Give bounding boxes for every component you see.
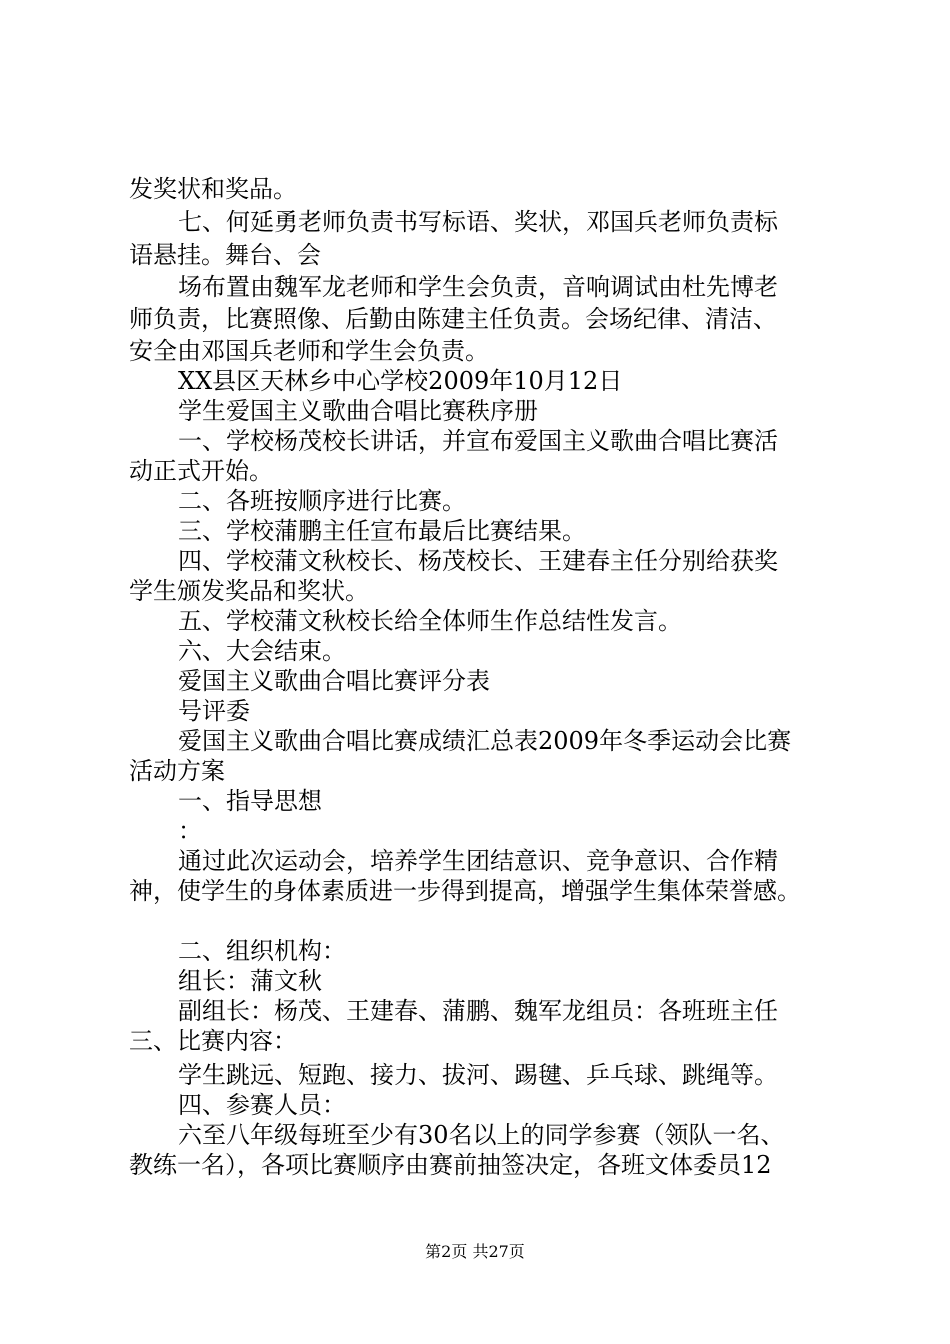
text-line: 语悬挂。舞台、会	[129, 241, 321, 269]
text-line: 二、各班按顺序进行比赛。	[178, 487, 466, 515]
text-line: 爱国主义歌曲合唱比赛成绩汇总表2009年冬季运动会比赛	[178, 727, 792, 755]
text-line: 四、学校蒲文秋校长、杨茂校长、王建春主任分别给获奖	[178, 547, 778, 575]
text-line: 场布置由魏军龙老师和学生会负责，音响调试由杜先博老	[178, 273, 778, 301]
text-line: 活动方案	[129, 757, 225, 785]
text-line: 学生跳远、短跑、接力、拔河、踢毽、乒乓球、跳绳等。	[178, 1061, 778, 1089]
text-line: 六至八年级每班至少有30名以上的同学参赛（领队一名、	[178, 1121, 785, 1149]
text-line: 六、大会结束。	[178, 637, 346, 665]
text-line: 一、指导思想	[178, 787, 322, 815]
text-line: 神，使学生的身体素质进一步得到提高，增强学生集体荣誉感。	[129, 877, 801, 905]
text-line: 师负责，比赛照像、后勤由陈建主任负责。会场纪律、清洁、	[129, 305, 777, 333]
text-line: XX县区天林乡中心学校2009年10月12日	[178, 367, 623, 395]
text-line: 三、比赛内容：	[129, 1027, 297, 1055]
text-line: ：	[178, 817, 202, 845]
text-line: 二、组织机构：	[178, 937, 346, 965]
text-line: 号评委	[178, 697, 250, 725]
text-line: 五、学校蒲文秋校长给全体师生作总结性发言。	[178, 607, 682, 635]
text-line: 七、何延勇老师负责书写标语、奖状，邓国兵老师负责标	[178, 208, 778, 236]
text-line: 四、参赛人员：	[178, 1091, 346, 1119]
text-line: 发奖状和奖品。	[129, 175, 297, 203]
text-line: 一、学校杨茂校长讲话，并宣布爱国主义歌曲合唱比赛活	[178, 427, 778, 455]
text-line: 通过此次运动会，培养学生团结意识、竞争意识、合作精	[178, 847, 778, 875]
text-line: 组长：蒲文秋	[178, 967, 322, 995]
text-line: 副组长：杨茂、王建春、蒲鹏、魏军龙组员：各班班主任	[178, 997, 778, 1025]
text-line: 安全由邓国兵老师和学生会负责。	[129, 337, 489, 365]
text-line: 爱国主义歌曲合唱比赛评分表	[178, 667, 490, 695]
text-line: 三、学校蒲鹏主任宣布最后比赛结果。	[178, 517, 586, 545]
text-line: 教练一名），各项比赛顺序由赛前抽签决定，各班文体委员12	[129, 1151, 772, 1179]
text-line: 学生爱国主义歌曲合唱比赛秩序册	[178, 397, 538, 425]
text-line: 学生颁发奖品和奖状。	[129, 577, 369, 605]
page-number-footer: 第2页 共27页	[425, 1242, 525, 1261]
text-line: 动正式开始。	[129, 457, 273, 485]
